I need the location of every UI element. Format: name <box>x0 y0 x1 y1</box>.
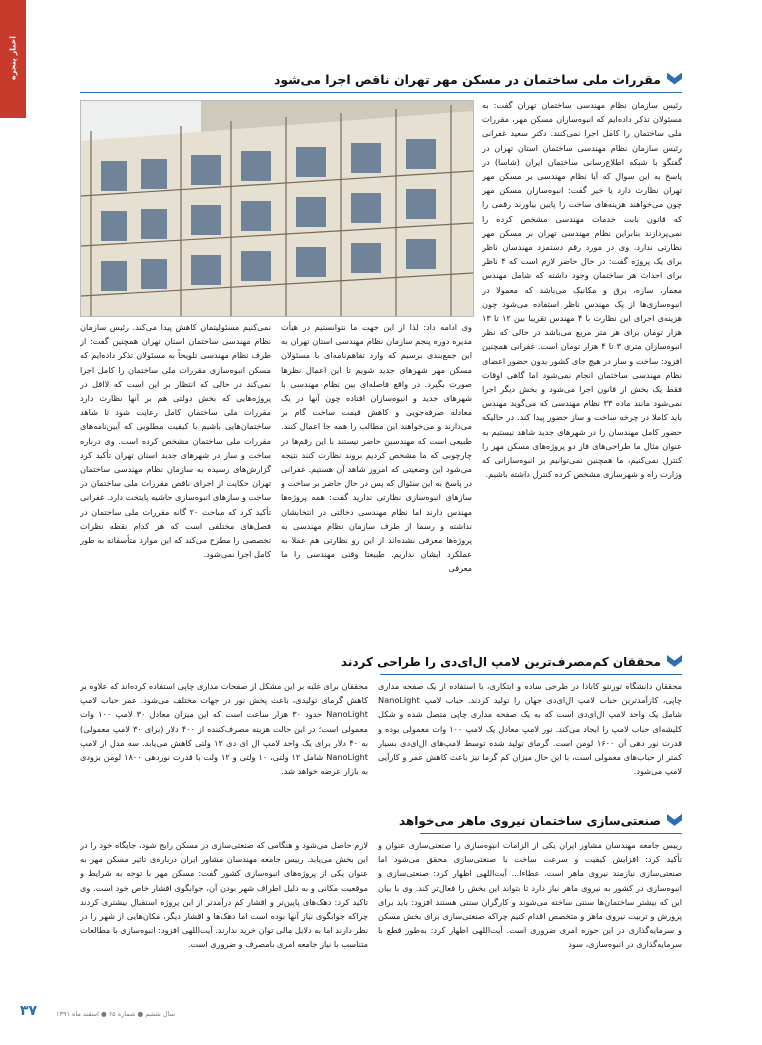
article-2-column-1 <box>378 679 682 794</box>
article-2-body-1: محققان دانشگاه تورنتو کانادا در طرحی ساده و ابتکاری، با استفاده از یک صفحه مداری چاپی، کارآمدترین حباب لامپ ال‌ای‌دی جهان را تولید کردند. حباب لامپ NanoLight شامل یک واحد لامپ ال‌ای‌دی است که به یک صفحه مداری چاپی متصل شده و شکل کلیشه‌ای حباب لامپ را ایجاد می‌کند. نور لامپ معادل یک لامپ ۱۰۰ وات معمولی بوده و قدرت نور دهی آن ۱۶۰۰ لومن است. گرمای تولید شده توسط لامپ‌های ال‌ای‌دی بسیار کمتر از حباب‌های معمولی است، با این حال میزان کم گرما نیز باعث کاهش عمر و کارآیی لامپ می‌شود. <box>378 681 682 777</box>
article-3-title <box>399 814 682 828</box>
article-3-body-2: لازم حاصل می‌شود و هنگامی که صنعتی‌سازی در مسکن رایج شود، جایگاه خود را در این بخش می‌یابد. رییس جامعه مهندسان مشاور ایران درباره‌ی تاثیر مسکن مهر به عنوان یکی از پروژه‌های انبوه‌سازی کشور گفت: مسکن مهر با توجه به شرایط و موقعیت مکانی و به دلیل اطراف شهر بودن آن، جوابگوی اقشار خاص خود است. وی تاکید کرد: دهک‌های پایین‌تر و اقشار کم درآمدتر از این پروژه استقبال بیشتری کردند چراکه جوابگوی نیاز آنها بوده است اما دهک‌ها و اقشار دیگر، مکان‌هایی از شهر را در نظر دارند اما به دلایل مالی توان خرید ندارند. آیت‌اللهی افزود: انبوه‌سازی با مطالعات متناسب با نیاز جامعه امری بامصرف و ضروری است. <box>80 840 368 950</box>
article-2-body-2: محققان برای غلبه بر این مشکل از صفحات مداری چاپی استفاده کرده‌اند که علاوه بر کاهش گرمای تولیدی، باعث پخش نور در جهات مختلف می‌شود. عمر حباب لامپ NanoLight حدود ۳۰ هزار ساعت است که این میزان معادل ۳۰ لامپ ۱۰۰ وات معمولی است؛ در این حالت هزینه مصرف‌کننده از ۴۰۰ دلار (برای ۳۰ لامپ معمولی) به ۴۰ دلار برای یک واحد لامپ ال ای دی ۱۲ ولتی کاهش می‌یابد. سه مدل از لامپ NanoLight شامل ۱۲ ولتی، ۱۰ ولتی و ۱۲ ولت با قدرت نوردهی ۱۸۰۰ لومن بزودی به بازار عرضه خواهد شد. <box>80 681 368 777</box>
article-1-title <box>274 72 682 87</box>
divider <box>80 92 682 93</box>
section-tab-label: اخبار پنجره <box>8 36 18 80</box>
building-photo <box>80 100 474 317</box>
building-under-construction-photo <box>81 101 473 316</box>
page-number: ۳۷ <box>20 1003 38 1019</box>
issue-info: سال ششم ● شماره ۶۵ ● اسفند ماه ۱۳۹۱ <box>56 1010 176 1018</box>
article-1-title-text: مقررات ملی ساختمان در مسکن مهر تهران ناقص اجرا می‌شود <box>274 72 661 87</box>
article-2-column-2 <box>80 679 368 794</box>
article-3-title-text: صنعتی‌سازی ساختمان نیروی ماهر می‌خواهد <box>398 814 661 828</box>
article-1-body-2: وی ادامه داد: لذا از این جهت ما نتوانستیم در هیأت مدیره دوره پنجم سازمان نظام مهندسی استان تهران به این جمع‌بندی برسیم که وارد تفاهم‌نامه‌ای با مسئولان مسکن مهر شهرهای جدید شویم تا این اعمال نظرها صورت بگیرد. در واقع فاصله‌ای بین نظام مهندسی با شهرهای جدید و انبوه‌سازان افتاده چون آنها در یک معادله صرفه‌جویی و کاهش قیمت ساخت گام بر می‌دارند و می‌خواهند این مطالب را همه جا اعمال کنند. طبیعی است که مهندسین حاضر نیستند با این رقم‌ها در چارچوبی که ما مشخص کردیم بروند نظارت کنند نتیجه می‌شود این وضعیتی که امروز شاهد آن هستیم. غفرانی در پاسخ به این سئوال که پس در حال حاضر بر ساخت و سازهای انبوه‌سازی نظارتی ندارید گفت: همه پروژه‌ها مهندس دارند اما نظام مهندسی دخالتی در انتخابشان نداشته و رسما از طرف سازمان نظام مهندسی به پروژه‌ها معرفی نشده‌اند از این رو نظارتی هم عملا به عملکرد ایشان نداریم. طبیعتا وقتی مهندسی را ما معرفی <box>281 322 472 574</box>
article-1-column-1 <box>482 98 682 640</box>
chevron-down-icon <box>667 73 682 87</box>
chevron-down-icon <box>667 814 682 828</box>
article-3-column-2 <box>80 838 368 980</box>
article-2-title <box>341 655 682 669</box>
article-2-title-text: محققان کم‌مصرف‌ترین لامپ ال‌ای‌دی را طراحی کردند <box>340 655 661 669</box>
article-3-body-1: رییس جامعه مهندسان مشاور ایران یکی از الزامات انبوه‌سازی را صنعتی‌سازی عنوان و تأکید کرد: افزایش کیفیت و سرعت ساخت با صنعتی‌سازی محقق می‌شود اما صنعتی‌سازی نیازمند نیروی ماهر است. عطاءا... آیت‌اللهی اظهار کرد: صنعتی‌سازی و انبوه‌سازی در کشور به نیروی ماهر نیاز دارد تا بتواند این بخش را فعال‌تر کند. وی با بیان این که بیشتر ساختمان‌ها سنتی ساخته می‌شوند و کارگران سنتی هستند افزود: باید برای پرورش و تربیت نیروی ماهر و متخصص اقدام کنیم چراکه صنعتی‌سازی برای بخش مسکن و سرمایه‌گذاری در این حوزه امری ضروری است. آیت‌اللهی اظهار کرد: به‌طور قطع با سرمایه‌گذاری در انبوه‌سازی، سود <box>378 840 682 950</box>
divider <box>420 833 682 834</box>
article-3-column-1 <box>378 838 682 980</box>
article-1-column-3 <box>80 320 271 640</box>
article-1-body-1: رئیس سازمان نظام مهندسی ساختمان تهران گفت: به مسئولان تذکر داده‌ایم که انبوه‌سازان مسکن مهر، مقررات ملی ساختمان را کامل اجرا نمی‌کنند. دکتر سعید غفرانی رئیس سازمان نظام مهندسی ساختمان استان تهران در گفتگو با شبکه اطلاع‌رسانی ساختمان ایران (شاسا) در پاسخ به این سوال که آیا نظام مهندسی بر مسکن مهر تهران نظارت دارد یا خیر گفت: انبوه‌سازان مسکن مهر چون می‌خواهند هزینه‌های ساخت را پایین بیاورند رقمی را که قانون بابت خدمات مهندسی مشخص کرده را نمی‌پردازند بنابراین نظام مهندسی تهران بر مسکن مهر نظارتی ندارد. وی در مورد رقم دستمزد مهندسان ناظر برای یک پروژه گفت: در حال حاضر لازم است که ۴ ناظر برای احداث هر ساختمان وجود داشته که شامل مهندس معمار، سازه، برق و مکانیک می‌باشد که معمولا در انبوه‌سازی‌ها از یک مهندس ناظر استفاده می‌شود چون هزینه‌ی اجرای این نظارت با ۴ مهندس تقریبا بین ۱۲ تا ۱۳ هزار تومان برای هر متر مربع می‌باشد در حالی که نظر انبوه‌سازان متری ۳ تا ۴ هزار تومان است. غفرانی همچنین افزود: ساخت و ساز در هیچ جای کشور بدون حضور اعضای نظام مهندسی ساختمان انجام نمی‌شود اما گاهی اوقات فقط یک بخش از قانون اجرا می‌شود و بخش دیگر اجرا نمی‌شود مانند ماده ۳۳ نظام مهندسی که می‌گوید مهندس باید کاملا در چرخه ساخت و ساز حضور پیدا کند. در حالیکه حضور کامل مهندسان را در شهرهای جدید شاهد نیستیم به عنوان مثال ما طراحی‌های فاز دو پروژه‌های مسکن مهر را کنترل نمی‌کنیم، ما همچنین نمی‌توانیم بر انبوه‌سازانی که وزارت راه و شهرسازی مشخص کرده کنترل داشته باشیم. <box>482 100 682 480</box>
article-1-column-2 <box>281 320 472 640</box>
article-1-body-3: نمی‌کنیم مسئولیتمان کاهش پیدا می‌کند. رئیس سازمان نظام مهندسی ساختمان استان تهران همچنین گفت: از طرف نظام مهندسی تلویحاً به مسئولان تذکر داده‌ایم که مسکن انبوه‌سازی مقررات ملی ساختمان را کامل اجرا نمی‌کند در حالی که انتظار بر این است که لااقل در پروژه‌هایی که بخش دولتی هم بر آنها نظارت دارد مقررات ملی ساختمان کامل رعایت شود تا شاهد ساختمان‌هایی باشیم با کیفیت مطلوبی که آیین‌نامه‌های مقررات ملی ساختمان مشخص کرده است. وی درباره ساخت و ساز در شهرهای جدید استان تهران تأکید کرد گزارش‌های رسیده به سازمان نظام مهندسی ساختمان تهران حکایت از اجرای ناقص مقررات ملی ساختمان در ساخت و سازهای انبوه‌سازی حاشیه پایتخت دارد. غفرانی تأکید کرد که مباحث ۲۰ گانه مقررات ملی ساختمان در فصل‌های مختلفی است که هر کدام نقطه نظرات تخصصی را مطرح می‌کند که این موارد متأسفانه به طور کامل اجرا نمی‌شود. <box>80 322 271 560</box>
chevron-down-icon <box>667 655 682 669</box>
section-tab <box>0 0 26 118</box>
divider <box>380 674 682 675</box>
